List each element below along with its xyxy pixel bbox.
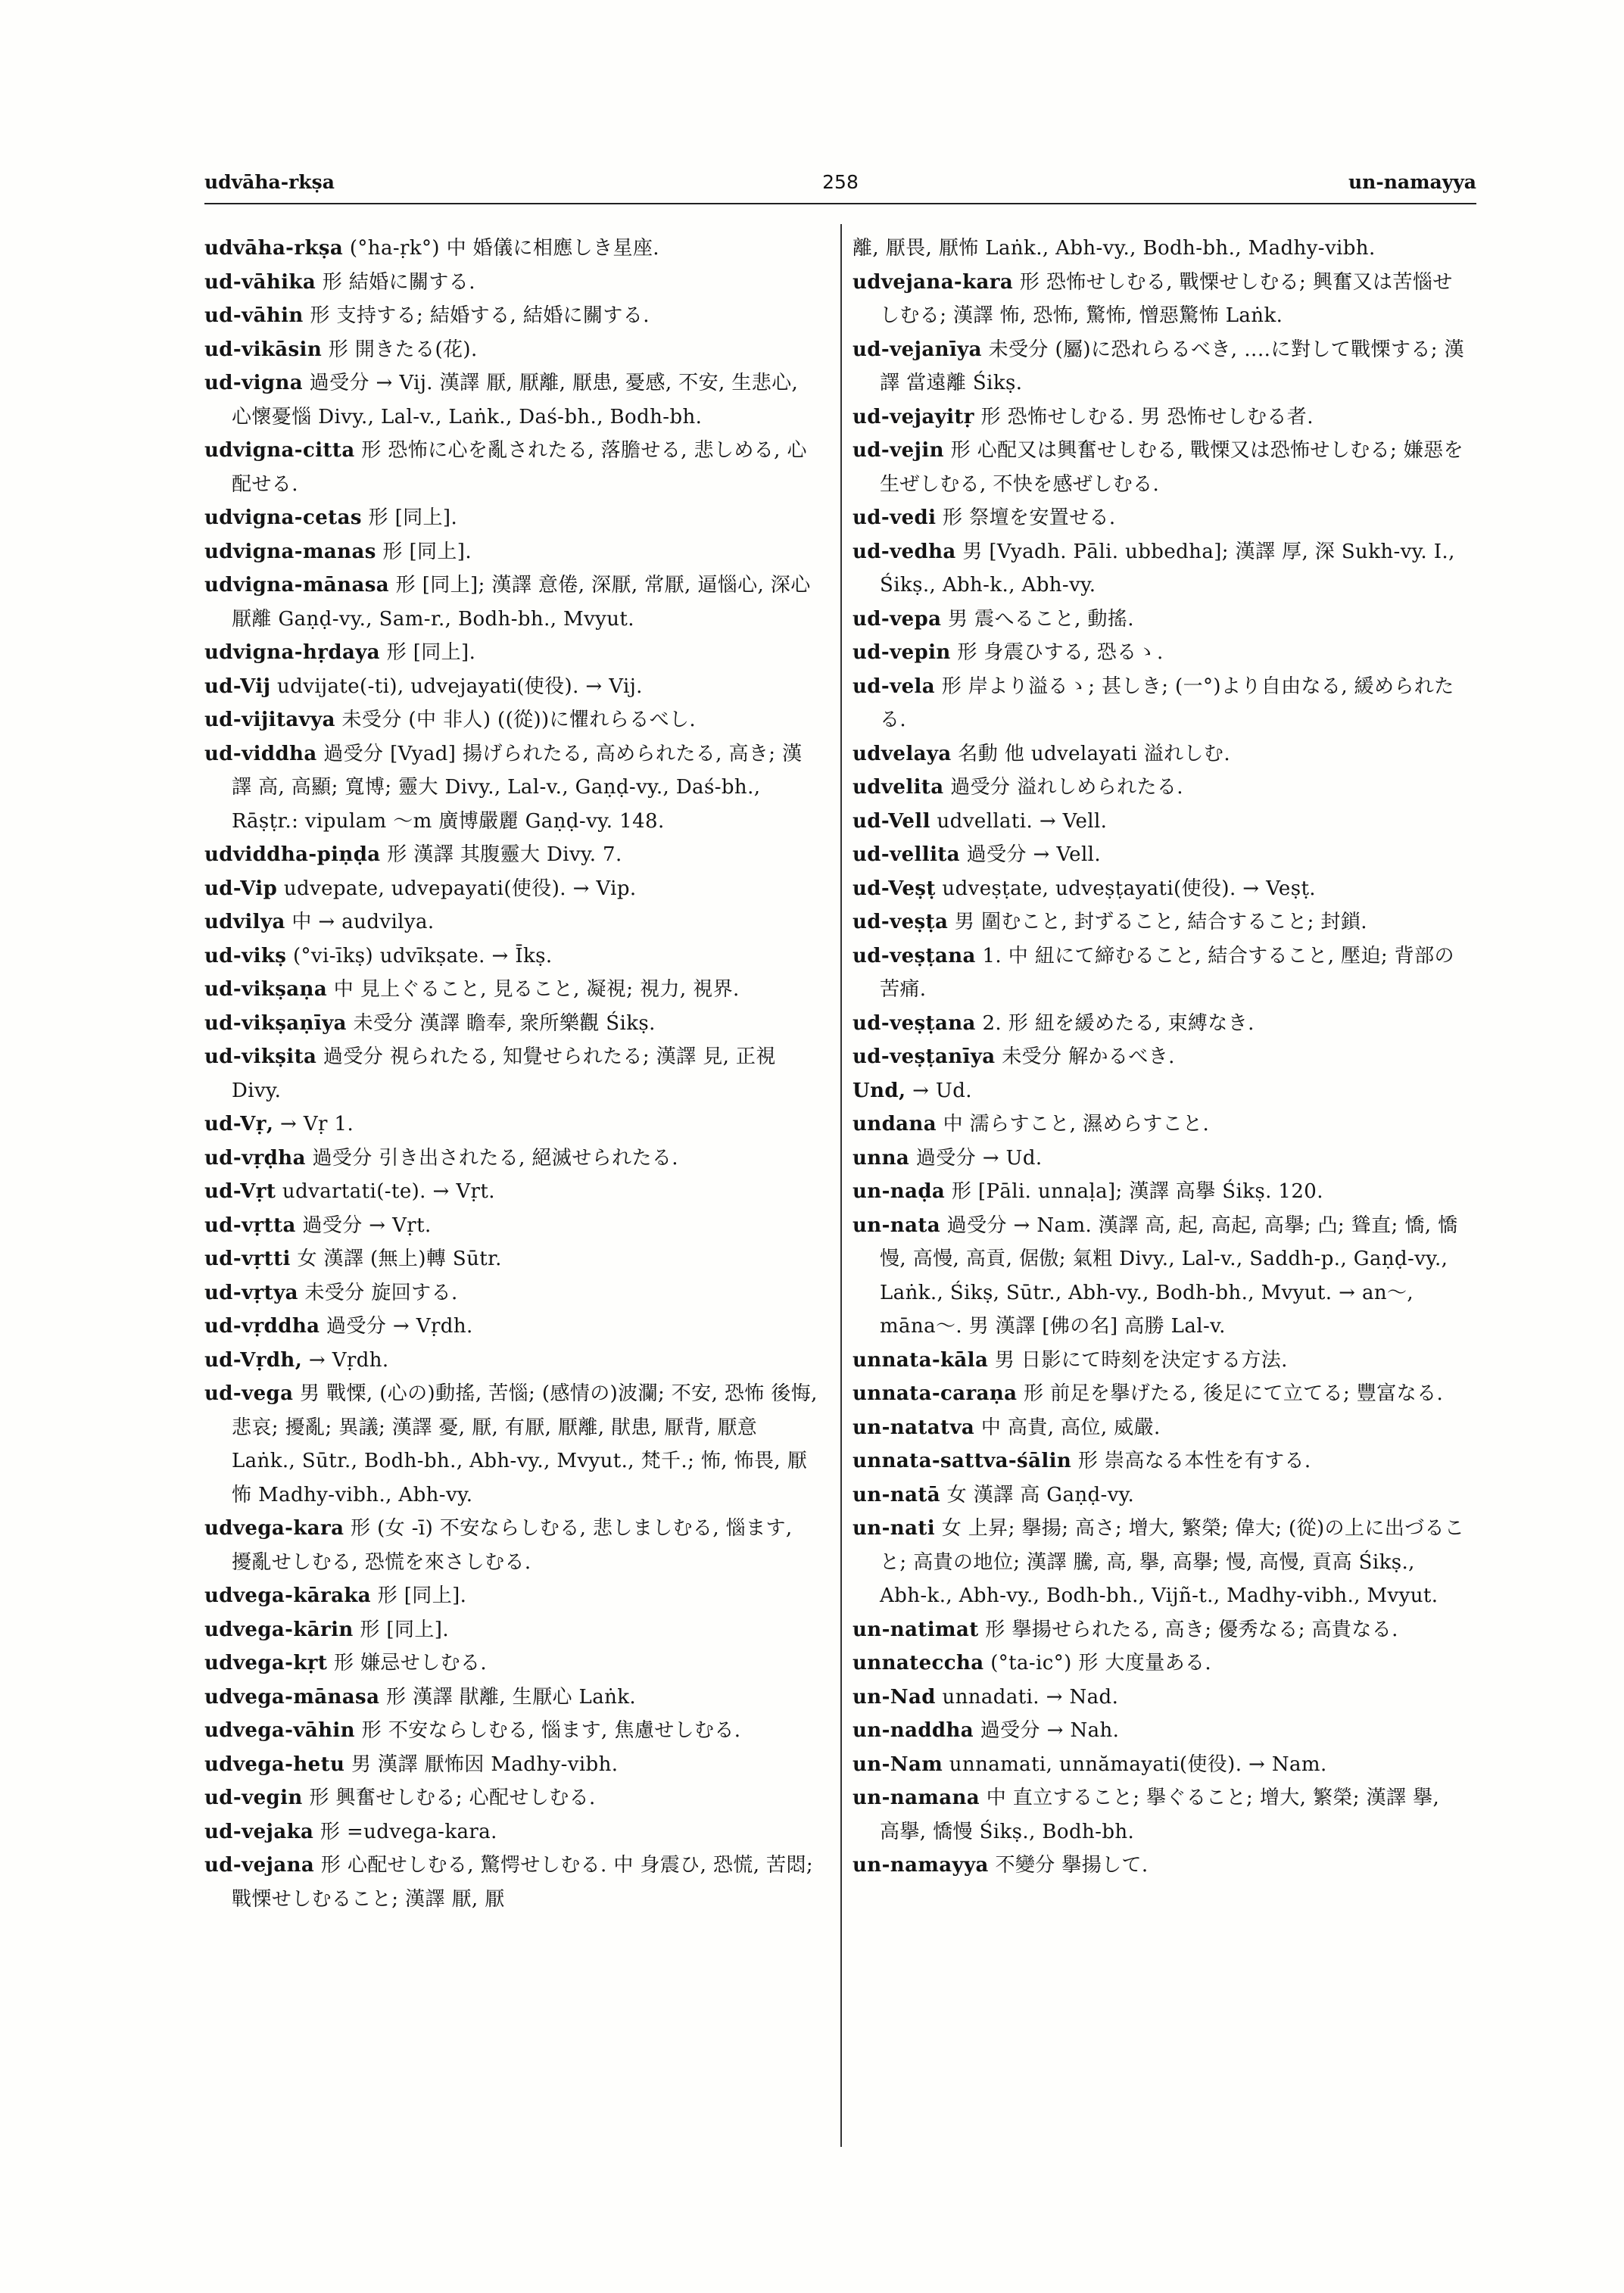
dictionary-entry xyxy=(853,1142,1466,1176)
entry-headword: un-nati xyxy=(853,1517,936,1540)
dictionary-entry xyxy=(853,1074,1466,1108)
entry-headword: un-natā xyxy=(853,1483,941,1506)
entry-definition: 形 心配又は興奮せしむる, 戰慄又は恐怖せしむる; 嫌惡を生ぜしむる, 不快を感ぜしむる. xyxy=(880,439,1464,496)
dictionary-entry xyxy=(204,1647,818,1681)
dictionary-entry xyxy=(204,1377,818,1512)
entry-headword: ud-vejaka xyxy=(204,1820,314,1843)
entry-headword: ud-Vell xyxy=(853,809,930,833)
entry-headword: ud-vejanīya xyxy=(853,338,982,361)
dictionary-entry xyxy=(853,434,1466,501)
entry-headword: ud-vellita xyxy=(853,843,961,866)
entry-headword: ud-vikṣ xyxy=(204,944,287,967)
dictionary-entry xyxy=(204,670,818,704)
dictionary-entry xyxy=(853,1647,1466,1681)
dictionary-entry xyxy=(204,973,818,1007)
entry-headword: udvigna-cetas xyxy=(204,506,362,529)
header-left-guideword: udvāha-rkṣa xyxy=(204,171,335,193)
entry-definition: 過受分 溢れしめられたる. xyxy=(943,776,1183,799)
entry-definition: 形 身震ひする, 恐るゝ. xyxy=(950,641,1164,664)
dictionary-entry xyxy=(204,636,818,670)
entry-definition: 過受分 引き出されたる, 絕滅せられたる. xyxy=(305,1146,678,1170)
entry-headword: udvega-kṛt xyxy=(204,1652,328,1675)
entry-headword: un-naddha xyxy=(853,1719,974,1742)
entry-definition: udvepate, udvepayati(使役). → Vip. xyxy=(277,877,637,900)
entry-headword: ud-vepin xyxy=(853,641,951,664)
entry-headword: udvejana-kara xyxy=(853,270,1014,294)
entry-headword: ud-vejin xyxy=(853,439,944,462)
entry-definition: (°ha-ṛk°) 中 婚儀に相應しき星座. xyxy=(343,237,659,260)
entry-headword: ud-vṛtta xyxy=(204,1213,296,1237)
entry-definition: 過受分 → Vṛt. xyxy=(295,1213,432,1237)
dictionary-entry xyxy=(853,400,1466,435)
dictionary-entry xyxy=(853,838,1466,872)
dictionary-entry xyxy=(853,1714,1466,1748)
entry-headword: ud-vikṣaṇīya xyxy=(204,1011,347,1035)
dictionary-entry xyxy=(204,1007,818,1041)
entry-definition: 形 結婚に關する. xyxy=(316,270,475,294)
dictionary-entry xyxy=(853,905,1466,939)
entry-headword: ud-veṣṭa xyxy=(853,911,949,933)
dictionary-entry xyxy=(853,805,1466,839)
entry-definition: 形 (女 -ī) 不安ならしむる, 悲しましむる, 惱ます, 擾亂せしむる, 恐慌を來さしむる. xyxy=(232,1517,793,1574)
dictionary-entry xyxy=(853,939,1466,1007)
entry-headword: udvilya xyxy=(204,911,285,933)
entry-headword: ud-vedha xyxy=(853,540,956,563)
header-right-guideword: un-namayya xyxy=(1348,171,1476,193)
dictionary-entry xyxy=(853,1781,1466,1849)
entry-definition: 過受分 [Vyad] 揚げられたる, 高められたる, 高き; 漢譯 高, 高顯; 寬博; 靈大 Divy., Lal-v., Gaṇḍ-vy., Daś-bh., Rāṣṭr.: vipulam ～m 廣博嚴麗 Gaṇḍ-vy. 148. xyxy=(232,742,803,833)
entry-definition: 未受分 (中 非人) ((從))に懼れらるべし. xyxy=(335,709,697,731)
entry-definition: 男 漢譯 厭怖因 Madhy-vibh. xyxy=(344,1752,619,1776)
entry-headword: udvega-mānasa xyxy=(204,1685,380,1709)
entry-definition: 未受分 (屬)に恐れらるべき, ‥‥に對して戰慄する; 漢譯 當遠離 Śikṣ. xyxy=(880,338,1464,394)
entry-headword: un-namayya xyxy=(853,1854,989,1877)
dictionary-entry xyxy=(204,434,818,501)
dictionary-entry xyxy=(204,737,818,839)
entry-headword: un-natatva xyxy=(853,1416,975,1439)
entry-headword: udvigna-citta xyxy=(204,439,355,462)
dictionary-entry xyxy=(853,1849,1466,1883)
entry-headword: ud-vijitavya xyxy=(204,709,335,731)
entry-headword: unna xyxy=(853,1146,910,1170)
entry-definition: 女 漢譯 (無上)轉 Sūtr. xyxy=(290,1248,502,1270)
entry-definition: 過受分 → Vell. xyxy=(960,843,1102,866)
entry-definition: 男 震へること, 動搖. xyxy=(941,607,1134,631)
entry-headword: udvega-hetu xyxy=(204,1752,345,1776)
entry-definition: unnamati, unnămayati(使役). → Nam. xyxy=(943,1752,1327,1776)
dictionary-entry xyxy=(204,1344,818,1378)
entry-definition: 形 漢譯 猒離, 生厭心 Laṅk. xyxy=(379,1685,637,1709)
entry-headword: udvigna-hṛdaya xyxy=(204,641,380,664)
entry-headword: ud-veṣṭana xyxy=(853,1011,976,1035)
dictionary-entry xyxy=(204,1276,818,1310)
dictionary-entry xyxy=(204,232,818,266)
dictionary-entry xyxy=(853,1512,1466,1613)
dictionary-entry xyxy=(853,872,1466,906)
dictionary-entry xyxy=(204,569,818,636)
dictionary-entry xyxy=(853,670,1466,737)
entry-definition: 形 嫌忌せしむる. xyxy=(327,1652,488,1675)
dictionary-entry xyxy=(853,636,1466,670)
dictionary-entry xyxy=(204,299,818,333)
entry-definition: 形 [同上]. xyxy=(371,1584,467,1607)
dictionary-entry xyxy=(204,1310,818,1344)
dictionary-entry xyxy=(853,771,1466,805)
dictionary-entry xyxy=(853,737,1466,771)
dictionary-entry xyxy=(853,1444,1466,1478)
dictionary-entry xyxy=(204,872,818,906)
dictionary-entry xyxy=(853,1007,1466,1041)
entry-headword: ud-vikṣaṇa xyxy=(204,978,328,1001)
entry-headword: un-Nad xyxy=(853,1685,936,1709)
dictionary-entry xyxy=(204,1579,818,1613)
dictionary-entry xyxy=(853,535,1466,603)
entry-definition: 男 [Vyadh. Pāli. ubbedha]; 漢譯 厚, 深 Sukh-vy. I., Śikṣ., Abh-k., Abh-vy. xyxy=(880,540,1455,597)
entry-headword: ud-vṛddha xyxy=(204,1315,320,1338)
entry-definition: → Vṛdh. xyxy=(302,1348,389,1372)
entry-definition: 形 =udvega-kara. xyxy=(313,1820,497,1843)
entry-headword: ud-Veṣṭ xyxy=(853,877,936,900)
entry-headword: ud-vāhin xyxy=(204,304,304,327)
entry-definition: 形 恐怖せしむる, 戰慄せしむる; 興奮又は苦惱せしむる; 漢譯 怖, 恐怖, 驚怖, 憎惡驚怖 Laṅk. xyxy=(880,270,1453,327)
entry-headword: un-naḍa xyxy=(853,1180,946,1203)
entry-headword: udvāha-rkṣa xyxy=(204,237,344,260)
entry-definition: 中 → audvilya. xyxy=(285,911,435,933)
entry-definition: udvartati(-te). → Vṛt. xyxy=(276,1180,495,1203)
entry-headword: ud-Vṛ, xyxy=(204,1113,274,1136)
entry-headword: un-namana xyxy=(853,1787,980,1809)
entry-definition: 形 祭壇を安置せる. xyxy=(936,506,1116,529)
entry-definition: 男 戰慄, (心の)動搖, 苦惱; (感情の)波瀾; 不安, 恐怖 後悔, 悲哀; 擾亂; 異議; 漢譯 憂, 厭, 有厭, 厭離, 猒患, 厭背, 厭意 Laṅk., Sūtr., Bodh-bh., Abh-vy., Mvyut., 梵千.; 怖, 怖畏, 厭怖 Madhy-vibh., Abh-vy. xyxy=(232,1382,818,1506)
entry-definition: 形 興奮せしむる; 心配せしむる. xyxy=(302,1787,596,1809)
entry-definition: 形 心配せしむる, 驚愕せしむる. 中 身震ひ, 恐慌, 苦悶; 戰慄せしむること; 漢譯 厭, 厭 xyxy=(232,1854,814,1911)
entry-definition: 形 前足を擧げたる, 後足にて立てる; 豐富なる. xyxy=(1017,1382,1444,1405)
entry-headword: un-natimat xyxy=(853,1618,979,1641)
entry-headword: ud-vega xyxy=(204,1382,294,1405)
dictionary-entry xyxy=(204,1512,818,1579)
entry-headword: ud-vegin xyxy=(204,1787,303,1809)
entry-definition: 形 [同上]. xyxy=(361,506,458,529)
entry-definition: 女 漢譯 高 Gaṇḍ-vy. xyxy=(940,1483,1135,1506)
entry-definition: udveṣṭate, udveṣṭayati(使役). → Veṣṭ. xyxy=(935,877,1316,900)
entry-headword: udviddha-piṇḍa xyxy=(204,843,381,866)
entry-definition: 2. 形 紐を緩めたる, 束縛なき. xyxy=(975,1011,1255,1035)
dictionary-entry xyxy=(204,1242,818,1276)
dictionary-entry xyxy=(204,1748,818,1782)
right-column xyxy=(853,232,1466,1883)
entry-definition: 不變分 擧揚して. xyxy=(988,1854,1149,1877)
entry-definition: 過受分 → Nah. xyxy=(974,1719,1120,1742)
entry-definition: 形 [同上]; 漢譯 意倦, 深厭, 常厭, 逼惱心, 深心厭離 Gaṇḍ-vy., Sam-r., Bodh-bh., Mvyut. xyxy=(232,574,811,631)
dictionary-entry xyxy=(204,366,818,434)
header-rule xyxy=(204,203,1476,204)
entry-headword: udvega-kara xyxy=(204,1517,344,1540)
dictionary-entry xyxy=(204,703,818,737)
entry-definition: 中 見上ぐること, 見ること, 凝視; 視力, 視界. xyxy=(327,978,740,1001)
entry-headword: udvega-vāhin xyxy=(204,1719,355,1742)
entry-headword: udvigna-mānasa xyxy=(204,574,389,597)
entry-definition: 過受分 → Ud. xyxy=(909,1146,1043,1170)
entry-headword: udvega-kāraka xyxy=(204,1584,372,1607)
dictionary-entry xyxy=(853,1748,1466,1782)
entry-headword: ud-veṣṭanīya xyxy=(853,1045,996,1068)
dictionary-entry xyxy=(204,838,818,872)
dictionary-entry xyxy=(204,1781,818,1815)
dictionary-entry xyxy=(204,501,818,535)
entry-definition: 男 圍むこと, 封ずること, 結合すること; 封鎖. xyxy=(948,911,1367,933)
entry-definition: 形 恐怖に心を亂されたる, 落膽せる, 悲しめる, 心配せる. xyxy=(232,439,807,496)
entry-headword: ud-Vṛdh, xyxy=(204,1348,303,1372)
dictionary-entry xyxy=(204,1613,818,1647)
entry-definition: 形 岸より溢るゝ; 甚しき; (一°)より自由なる, 緩められたる. xyxy=(880,675,1454,731)
page-number: 258 xyxy=(822,171,859,193)
dictionary-entry xyxy=(853,1108,1466,1142)
entry-definition: 形 恐怖せしむる. 男 恐怖せしむる者. xyxy=(974,405,1314,428)
entry-headword: udvega-kārin xyxy=(204,1618,354,1641)
entry-headword: Und, xyxy=(853,1079,906,1102)
dictionary-entry xyxy=(853,501,1466,535)
entry-definition: → Ud. xyxy=(906,1079,972,1102)
entry-headword: udvigna-manas xyxy=(204,540,376,563)
dictionary-entry xyxy=(204,1040,818,1108)
dictionary-entry xyxy=(853,1613,1466,1647)
entry-headword: undana xyxy=(853,1113,937,1136)
left-column xyxy=(204,232,818,1916)
entry-definition: 過受分 視られたる, 知覺せられたる; 漢譯 見, 正視 Divy. xyxy=(232,1045,776,1102)
entry-definition: 形 [同上]. xyxy=(379,641,476,664)
entry-definition: 形 漢譯 其腹靈大 Divy. 7. xyxy=(380,843,622,866)
dictionary-entry xyxy=(853,1175,1466,1209)
entry-definition: 形 [同上]. xyxy=(353,1618,449,1641)
column-divider xyxy=(840,224,842,2147)
dictionary-entry xyxy=(204,1815,818,1849)
entry-definition: 形 [Pāli. unnaḷa]; 漢譯 高擧 Śikṣ. 120. xyxy=(945,1180,1323,1203)
entry-definition: 形 支持する; 結婚する, 結婚に關する. xyxy=(303,304,650,327)
entry-definition: 中 直立すること; 擧ぐること; 增大, 繁榮; 漢譯 擧, 高擧, 憍慢 Śikṣ., Bodh-bh. xyxy=(880,1787,1440,1843)
entry-headword: ud-Vṛt xyxy=(204,1180,276,1203)
entry-headword: ud-vṛḍha xyxy=(204,1146,306,1170)
entry-headword: ud-vela xyxy=(853,675,936,698)
entry-definition: 未受分 漢譯 瞻奉, 衆所樂觀 Śikṣ. xyxy=(346,1011,656,1035)
entry-headword: ud-veṣṭana xyxy=(853,944,976,967)
entry-definition: → Vṛ 1. xyxy=(273,1113,354,1136)
entry-definition: 女 上昇; 擧揚; 高さ; 增大, 繁榮; 偉大; (從)の上に出づること; 高貴の地位; 漢譯 騰, 高, 擧, 高擧; 慢, 高慢, 貢高 Śikṣ., Abh-k., Abh-vy., Bodh-bh., Vijñ-t., Madhy-vibh., Mvyut. xyxy=(880,1517,1465,1607)
entry-headword: unnata-caraṇa xyxy=(853,1382,1018,1405)
entry-headword: udvelaya xyxy=(853,742,952,765)
dictionary-entry xyxy=(204,939,818,974)
entry-headword: ud-vigna xyxy=(204,372,303,394)
entry-headword: ud-vedi xyxy=(853,506,937,529)
entry-definition: 中 濡らすこと, 濕めらすこと. xyxy=(936,1113,1210,1136)
entry-definition: (°ta-ic°) 形 大度量ある. xyxy=(983,1652,1212,1675)
dictionary-entry xyxy=(853,1040,1466,1074)
entry-headword: ud-vāhika xyxy=(204,270,316,294)
dictionary-entry xyxy=(204,1142,818,1176)
entry-definition: unnadati. → Nad. xyxy=(935,1685,1119,1709)
entry-definition: (°vi-īkṣ) udvīkṣate. → Īkṣ. xyxy=(286,944,553,967)
dictionary-entry xyxy=(853,1411,1466,1445)
dictionary-entry xyxy=(853,232,1466,266)
dictionary-entry xyxy=(853,1344,1466,1378)
entry-headword: ud-vikāsin xyxy=(204,338,323,361)
dictionary-entry xyxy=(204,1175,818,1209)
entry-definition: 未受分 旋回する. xyxy=(298,1281,458,1304)
dictionary-entry xyxy=(853,1478,1466,1513)
entry-headword: unnata-kāla xyxy=(853,1348,989,1372)
entry-headword: ud-Vij xyxy=(204,675,271,698)
dictionary-entry xyxy=(204,1108,818,1142)
dictionary-entry xyxy=(204,1681,818,1715)
entry-definition: 1. 中 紐にて締むること, 結合すること, 壓迫; 背部の苦痛. xyxy=(880,944,1454,1001)
entry-definition: 過受分 → Nam. 漢譯 高, 起, 高起, 高擧; 凸; 聳直; 憍, 憍慢, 高慢, 高貢, 倨傲; 氣粗 Divy., Lal-v., Saddh-p., Gaṇḍ-vy., Laṅk., Śikṣ, Sūtr., Abh-vy., Bodh-bh., Mvyut. → an～, māna～. 男 漢譯 [佛の名] 高勝 Lal-v. xyxy=(880,1213,1458,1338)
dictionary-entry xyxy=(204,1209,818,1243)
entry-definition: 離, 厭畏, 厭怖 Laṅk., Abh-vy., Bodh-bh., Madhy-vibh. xyxy=(853,237,1376,260)
dictionary-entry xyxy=(204,1714,818,1748)
dictionary-entry xyxy=(204,266,818,300)
entry-definition: 形 不安ならしむる, 惱ます, 焦慮せしむる. xyxy=(355,1719,741,1742)
dictionary-entry xyxy=(204,1849,818,1916)
entry-definition: 形 擧揚せられたる, 高き; 優秀なる; 高貴なる. xyxy=(978,1618,1398,1641)
entry-definition: 過受分 → Vij. 漢譯 厭, 厭離, 厭患, 憂感, 不安, 生悲心, 心懷憂惱 Divy., Lal-v., Laṅk., Daś-bh., Bodh-bh. xyxy=(232,372,799,428)
entry-headword: udvelita xyxy=(853,776,944,799)
dictionary-entry xyxy=(853,1377,1466,1411)
entry-definition: 中 高貴, 高位, 威嚴. xyxy=(974,1416,1161,1439)
entry-headword: ud-viddha xyxy=(204,742,317,765)
dictionary-entry xyxy=(853,603,1466,637)
entry-definition: udvijate(-ti), udvejayati(使役). → Vij. xyxy=(270,675,643,698)
dictionary-entry xyxy=(204,333,818,367)
entry-headword: ud-vṛtya xyxy=(204,1281,298,1304)
entry-headword: ud-vikṣita xyxy=(204,1045,317,1068)
entry-headword: ud-vepa xyxy=(853,607,942,631)
dictionary-entry xyxy=(853,266,1466,333)
entry-definition: 未受分 解かるべき. xyxy=(995,1045,1175,1068)
dictionary-entry xyxy=(204,535,818,569)
entry-headword: ud-vejana xyxy=(204,1854,315,1877)
dictionary-entry xyxy=(853,1209,1466,1344)
entry-definition: 形 [同上]. xyxy=(376,540,472,563)
dictionary-entry xyxy=(853,333,1466,400)
entry-definition: 形 開きたる(花). xyxy=(322,338,478,361)
entry-headword: ud-Vip xyxy=(204,877,278,900)
entry-headword: unnata-sattva-śālin xyxy=(853,1450,1072,1472)
entry-headword: ud-vṛtti xyxy=(204,1248,291,1270)
entry-headword: un-Nam xyxy=(853,1752,943,1776)
entry-definition: 男 日影にて時刻を決定する方法. xyxy=(988,1348,1288,1372)
entry-definition: udvellati. → Vell. xyxy=(930,809,1108,833)
entry-definition: 過受分 → Vṛdh. xyxy=(320,1315,473,1338)
entry-headword: un-nata xyxy=(853,1213,941,1237)
entry-headword: ud-vejayitṛ xyxy=(853,405,974,428)
dictionary-entry xyxy=(204,905,818,939)
entry-headword: unnateccha xyxy=(853,1652,984,1675)
dictionary-entry xyxy=(853,1681,1466,1715)
entry-definition: 形 崇高なる本性を有する. xyxy=(1071,1450,1311,1472)
page-header xyxy=(204,171,1476,201)
entry-definition: 名動 他 udvelayati 溢れしむ. xyxy=(951,742,1230,765)
